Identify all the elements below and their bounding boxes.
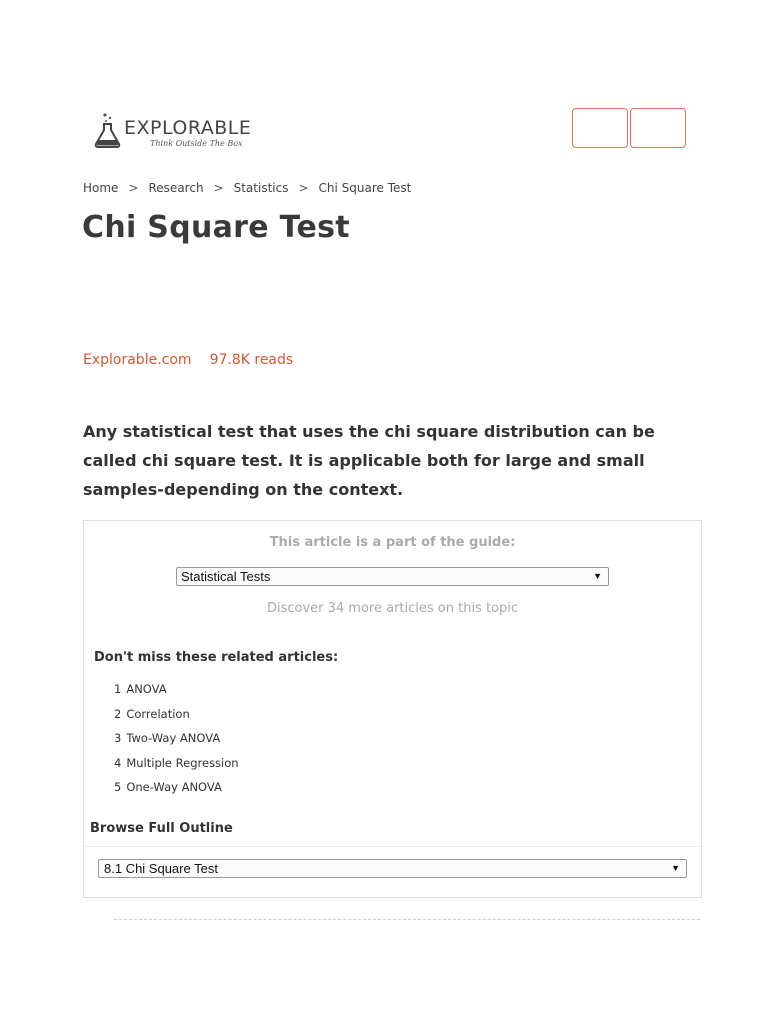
- header-button-2[interactable]: [630, 108, 686, 148]
- article-meta: [83, 352, 293, 368]
- section-divider: [114, 919, 700, 920]
- related-item-number: 1: [114, 682, 122, 696]
- breadcrumb-separator: >: [128, 181, 139, 195]
- outline-select-value: 8.1 Chi Square Test: [104, 861, 218, 876]
- guide-label: This article is a part of the guide:: [269, 535, 516, 550]
- related-item-label[interactable]: Correlation: [126, 706, 190, 721]
- guide-more-link[interactable]: Discover 34 more articles on this topic: [266, 601, 519, 616]
- explorable-logo[interactable]: [94, 112, 256, 152]
- page-title: Chi Square Test: [82, 210, 350, 245]
- related-item-number: 2: [114, 706, 122, 721]
- related-item[interactable]: [114, 706, 239, 731]
- outline-select[interactable]: [98, 859, 687, 878]
- related-item[interactable]: [114, 755, 239, 780]
- article-intro: Any statistical test that uses the chi square distribution can be called chi square test. It is applicable both for large and small samples-depending on the context.: [83, 422, 655, 499]
- chevron-down-icon: ▼: [671, 863, 680, 873]
- outline-divider: [84, 846, 701, 847]
- related-title: Don't miss these related articles:: [94, 650, 339, 665]
- flask-icon: [94, 112, 122, 150]
- related-item-label[interactable]: One-Way ANOVA: [126, 780, 222, 794]
- guide-select[interactable]: [176, 567, 609, 586]
- guide-box: [83, 520, 702, 898]
- related-item-label[interactable]: ANOVA: [126, 682, 167, 696]
- guide-select-value: Statistical Tests: [181, 569, 271, 584]
- related-item-number: 4: [114, 755, 122, 770]
- related-list: [114, 681, 239, 804]
- breadcrumb: [83, 181, 411, 195]
- chevron-down-icon: ▼: [593, 571, 602, 581]
- breadcrumb-separator: >: [298, 181, 309, 195]
- related-item[interactable]: [114, 730, 239, 755]
- breadcrumb-home[interactable]: Home: [83, 181, 119, 195]
- related-item[interactable]: [114, 779, 239, 804]
- related-item-number: 3: [114, 731, 122, 745]
- read-count: 97.8K reads: [209, 352, 294, 368]
- breadcrumb-statistics[interactable]: Statistics: [233, 181, 289, 195]
- outline-title: Browse Full Outline: [90, 821, 233, 836]
- header-button-1[interactable]: [572, 108, 628, 148]
- related-item-label[interactable]: Two-Way ANOVA: [126, 731, 221, 745]
- related-item[interactable]: [114, 681, 239, 706]
- breadcrumb-current[interactable]: Chi Square Test: [318, 181, 412, 195]
- logo-tagline: Think Outside The Box: [150, 139, 243, 148]
- article-source-link[interactable]: Explorable.com: [83, 352, 192, 368]
- breadcrumb-separator: >: [213, 181, 224, 195]
- breadcrumb-research[interactable]: Research: [148, 181, 204, 195]
- related-item-number: 5: [114, 780, 122, 794]
- related-item-label[interactable]: Multiple Regression: [126, 755, 239, 770]
- logo-wordmark: EXPLORABLE: [124, 117, 252, 139]
